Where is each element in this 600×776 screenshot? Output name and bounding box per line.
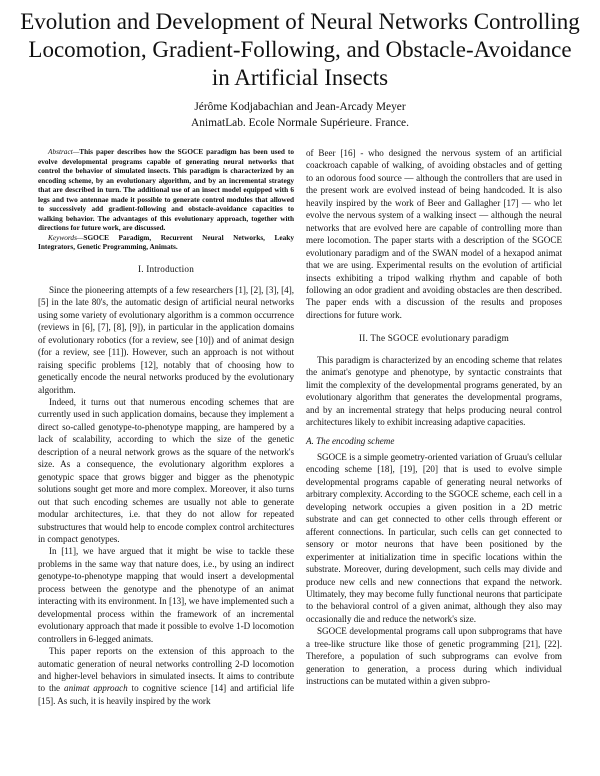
body-paragraph: SGOCE developmental programs call upon subprograms that have a tree-like structure like those of genetic programming [21], [22]. Therefore, a population of such subprograms can evolve from generation to generation, a process during which individual instructions can be mutated within a given subpro- <box>306 626 562 687</box>
keywords-label: Keywords <box>48 232 77 242</box>
paper-title: Evolution and Development of Neural Networks Controlling Locomotion, Gradient-Following, and Obstacle-Avoidance in Artificial Insects <box>20 9 580 90</box>
body-paragraph: In [11], we have argued that it might be wise to tackle these problems in the same way that nature does, i.e., by using an indirect genotype-to-phenotype mapping that would insert a developmental process between the genotype and the phenotype of an animat interacting with its environment. In [13], we have implemented such a developmental process within the framework of an incremental evolutionary approach that made it possible to evolve 1-D locomotion controllers in 6-legged animats. <box>38 546 294 644</box>
subsection-heading-encoding: A. The encoding scheme <box>306 435 395 446</box>
authors: Jérôme Kodjabachian and Jean-Arcady Meyer <box>194 101 406 113</box>
section-heading-sgoce: II. The SGOCE evolutionary paradigm <box>359 333 509 344</box>
body-paragraph: This paradigm is characterized by an encoding scheme that relates the animat's genotype and phenotype, by syntactic constraints that limit the complexity of the developmental programs generated, by an evolutionary algorithm that generates the developmental programs, and by an incremental strategy that helps producing neural control architectures likely to exhibit increasing adaptive capacities. <box>306 354 562 428</box>
body-paragraph: This paper reports on the extension of this approach to the automatic generation of neural networks controlling 2-D locomotion and higher-level behaviors in simulated insects. It aims to contribute to the animat approach to cognitive science [14] and artificial life [15]. As such, it is heavily inspired by the work <box>38 646 294 706</box>
body-paragraph: of Beer [16] - who designed the nervous system of an artificial coackroach capable of walking, of avoiding obstacles and of getting to an odorous food source — although the controllers that are used in the present work are evolved instead of being handcoded. It is also heavily inspired by the work of Beer and Gallagher [17] — who let evolve the nervous system of a walking insect — although the neural networks that are evolved here are capable of controlling more than mere locomotion. The paper starts with a description of the SGOCE evolutionary paradigm and of the SWAN model of a hexapod animat that we are using. Experimental results on the evolution of artificial insects exhibiting a tripod walking rhythm and capable of both following an odor gradient and avoiding obstacles are then described. The paper ends with a discussion of the results and proposes directions for future work. <box>306 148 562 320</box>
abstract: Abstract—This paper describes how the SGOCE paradigm has been used to evolve developmental programs capable of generating neural networks that control the behavior of simulated insects. This paradigm is characterized by an encoding scheme, by an evolutionary algorithm, and by an incremental strategy that are described in turn. The additional use of an insect model equipped with 6 legs and two antennae made it possible to generate control modules that allowed to successively add gradient-following and obstacle-avoidance capacities to walking behavior. The advantages of this evolutionary approach, together with directions for future work, are discussed. Keywords—SGOCE Paradigm, Recurrent Neural Networks, Leaky Integrators, Genetic Programming, Animats. <box>38 147 294 251</box>
body-paragraph: Since the pioneering attempts of a few researchers [1], [2], [3], [4], [5] in the late 80's, the automatic design of artificial neural networks using some variety of evolutionary algorithm is a common occurrence (reviews in [6], [7], [8], [9]), in particular in the application domains of evolutionary robotics (for a review, see [10]) and of animat design (for a review, see [11]). However, such an approach is not without raising specific problems [12], notably that of choosing how to genetically encode the neural networks produced by the evolutionary algorithm. <box>38 284 294 395</box>
emphasis: animat approach <box>64 683 128 694</box>
body-paragraph: SGOCE is a simple geometry-oriented variation of Gruau's cellular encoding scheme [18], [19], [20] that is used to evolve simple developmental programs capable of generating neural networks of arbitrary complexity. According to the SGOCE scheme, each cell in a developing network occupies a given position in a 2D metric substrate and can get connected to other cells through efferent or afferent connections. In particular, such cells can get connected to sensory or motor neurons that have been positioned by the experimenter at initialization time in specific locations within the substrate. Moreover, during development, such cells may divide and produce new cells and new connections that expand the network. Ultimately, they may become fully functional neurons that participate to the behavioral control of a given animat, although they also may occasionally die and reduce the network's size. <box>306 451 562 624</box>
abstract-text: This paper describes how the SGOCE paradigm has been used to evolve developmental programs capable of generating neural networks that control the behavior of simulated insects. This paradigm is characterized by an encoding scheme, by an evolutionary algorithm, and by an incremental strategy that are described in turn. The additional use of an insect model equipped with 6 legs and two antennae made it possible to generate control modules that allowed to successively add gradient-following and obstacle-avoidance capacities to walking behavior. The advantages of this evolutionary approach, together with directions for future work, are discussed. <box>38 147 294 232</box>
keywords-text: SGOCE Paradigm, Recurrent Neural Networks, Leaky Integrators, Genetic Programming, Animats. <box>38 232 294 251</box>
abstract-label: Abstract <box>48 147 73 156</box>
author-block <box>40 99 560 131</box>
body-paragraph: Indeed, it turns out that numerous encoding schemes that are currently used in such application domains, because they implement a direct so-called genotype-to-phenotype mapping, are hampered by a lack of scalability, according to which the size of the genetic description of a neural network grows as the square of the network's size. As a consequence, the evolutionary algorithm explores a genotypic space that grows bigger and bigger as the phenotypic solutions sought get more and more complex. Moreover, it also turns out that such encoding schemes are usually not able to generate modular architectures, i.e. that they do not allow for repeated substructures that would help to encode complex control architectures in compact genotypes. <box>38 397 294 545</box>
left-column <box>38 147 294 707</box>
section-heading-introduction: I. Introduction <box>137 263 195 274</box>
affiliation: AnimatLab. Ecole Normale Supérieure. France. <box>191 117 409 129</box>
right-column <box>306 147 562 688</box>
